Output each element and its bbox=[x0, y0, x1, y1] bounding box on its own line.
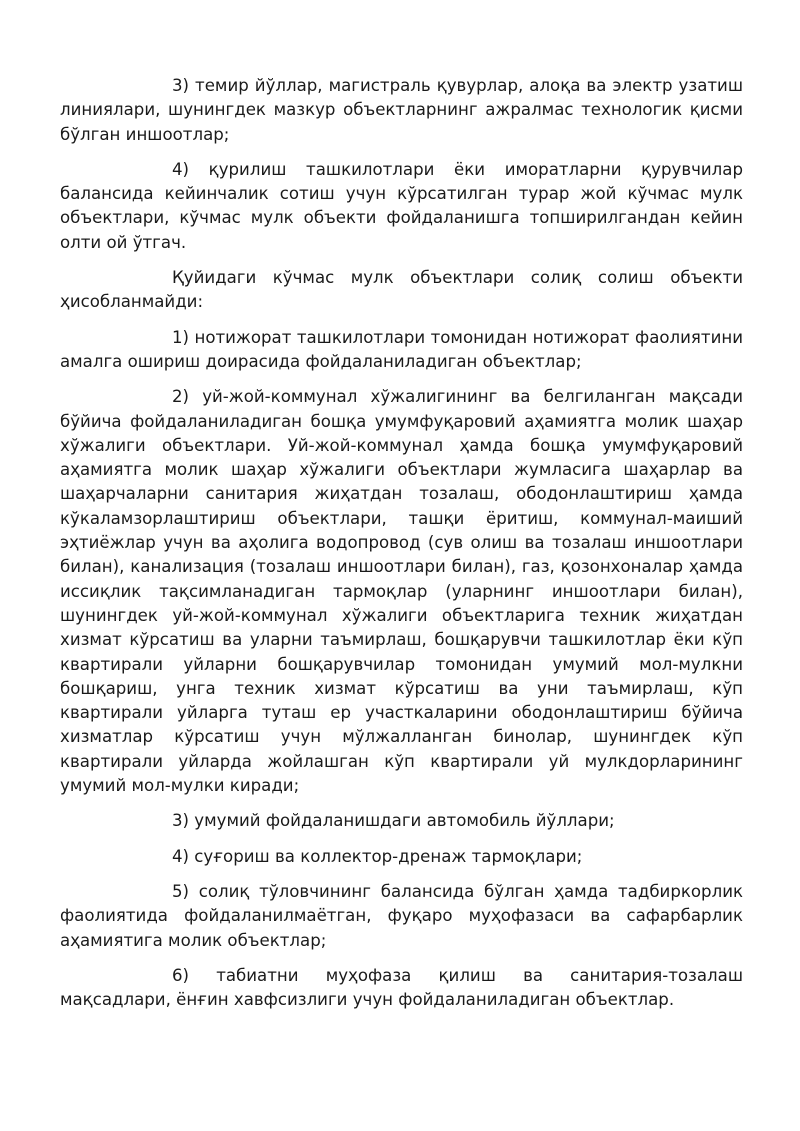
paragraph-item-3-roads: 3) умумий фойдаланишдаги автомобиль йўллари; bbox=[172, 811, 615, 831]
paragraph-not-taxable-intro: Қуйидаги кўчмас мулк объектлари солиқ солиш объекти ҳисобланмайди: bbox=[60, 268, 743, 312]
paragraph-item-1-nonprofit: 1) нотижорат ташкилотлари томонидан нотижорат фаолиятини амалга ошириш доирасида фойдаланиладиган объектлар; bbox=[60, 327, 743, 371]
paragraph-item-6-environment: 6) табиатни муҳофаза қилиш ва санитария-тозалаш мақсадлари, ёнғин хавфсизлиги учун фойдаланиладиган объектлар. bbox=[60, 965, 743, 1010]
paragraph-item-4-construction: 4) қурилиш ташкилотлари ёки иморатларни қурувчилар балансида кейинчалик сотиш учун кўрсатилган турар жой кўчмас мулк объектлари, кўчмас мулк объекти фойдаланишга топширилгандан кейин олти ой ўтгач. bbox=[60, 159, 743, 252]
document-page bbox=[60, 74, 743, 1023]
paragraph-item-4-irrigation: 4) суғориш ва коллектор-дренаж тармоқлари; bbox=[172, 846, 583, 866]
paragraph-item-5-civil-defense: 5) солиқ тўловчининг балансида бўлган ҳамда тадбиркорлик фаолиятида фойдаланилмаётган, фуқаро муҳофазаси ва сафарбарлик аҳамиятига молик объектлар; bbox=[60, 881, 743, 950]
paragraph-item-2-housing-communal: 2) уй-жой-коммунал хўжалигининг ва белгиланган мақсади бўйича фойдаланиладиган бошқа умумфуқаровий аҳамиятга молик шаҳар хўжалиги объектлари. Уй-жой-коммунал ҳамда бошқа умумфуқаровий аҳамиятга молик шаҳар хўжалиги объектлари жумласига шаҳарлар ва шаҳарчаларни санитария жиҳатдан тозалаш, ободонлаштириш ҳамда кўкаламзорлаштириш объектлари, ташқи ёритиш, коммунал-маиший эҳтиёжлар учун ва аҳолига водопровод (сув олиш ва тозалаш иншоотлари билан), канализация (тозалаш иншоотлари билан), газ, қозонхоналар ҳамда иссиқлик тақсимланадиган тармоқлар (уларнинг иншоотлари билан), шунингдек уй-жой-коммунал хўжалиги объектларига техник жиҳатдан хизмат кўрсатиш ва уларни таъмирлаш, бошқарувчи ташкилотлар ёки кўп квартирали уйларни бошқарувчилар томонидан умумий мол-мулкни бошқариш, унга техник хизмат кўрсатиш ва уни таъмирлаш, кўп квартирали уйларга туташ ер участкаларини ободонлаштириш бўйича хизматлар кўрсатиш учун мўлжалланган бинолар, шунингдек кўп квартирали уйларда жойлашган кўп квартирали уй мулкдорларининг умумий мол-мулки киради; bbox=[60, 387, 743, 796]
paragraph-item-3-railways: 3) темир йўллар, магистраль қувурлар, алоқа ва электр узатиш линиялари, шунингдек мазкур объектларнинг ажралмас технологик қисми бўлган иншоотлар; bbox=[60, 76, 743, 144]
